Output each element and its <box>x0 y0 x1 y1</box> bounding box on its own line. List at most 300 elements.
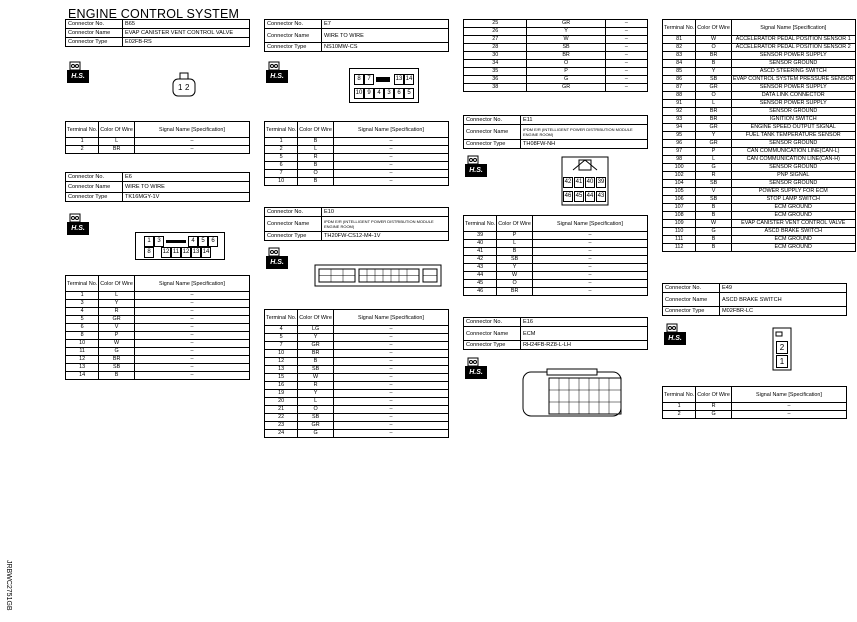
wire-color-cell: BR <box>99 356 135 364</box>
terminal-table-e6: Terminal No. Color Of Wire Signal Name [Specification] 1 L – 3 Y – 4 R – 5 GR – 6 V – 8 P – 10 W – 11 G – 12 BR – 13 SB – 14 B – <box>65 275 250 380</box>
table-row <box>464 232 648 240</box>
signal-name-cell: – <box>134 324 249 332</box>
wire-color-cell: Y <box>696 132 732 140</box>
wire-color-cell: W <box>696 36 732 44</box>
terminal-table-b65: Terminal No. Color Of Wire Signal Name [Specification] 1 L – 2 BR – <box>65 121 250 154</box>
table-row <box>66 348 250 356</box>
terminal-no-cell: 24 <box>265 430 298 438</box>
table-row <box>66 332 250 340</box>
signal-name-cell: – <box>134 316 249 324</box>
wire-color-cell: SB <box>696 180 732 188</box>
table-row <box>66 292 250 300</box>
table-row <box>663 244 856 252</box>
wire-color-cell: B <box>696 204 732 212</box>
table-row <box>464 20 648 28</box>
terminal-no-cell: 105 <box>663 188 696 196</box>
terminal-no-cell: 1 <box>66 138 99 146</box>
table-row <box>663 44 856 52</box>
table-row <box>66 146 250 154</box>
signal-name-cell: – <box>134 146 249 154</box>
wire-color-cell: L <box>298 146 334 154</box>
wire-color-cell: B <box>99 372 135 380</box>
wire-color-cell: G <box>696 411 732 419</box>
terminal-no-cell: 22 <box>265 414 298 422</box>
terminal-table-e11: Terminal No. Color Of Wire Signal Name [Specification] 39 P – 40 L – 41 B – 42 SB – 43 Y – 44 W – 45 O – 46 BR – <box>463 215 648 296</box>
wire-color-cell: O <box>298 170 334 178</box>
label-connector-name: Connector Name <box>66 29 123 38</box>
terminal-no-cell: 16 <box>265 382 298 390</box>
terminal-no-cell: 86 <box>663 76 696 84</box>
wire-color-cell: B <box>696 212 732 220</box>
signal-name-cell: – <box>333 406 448 414</box>
terminal-no-cell: 14 <box>66 372 99 380</box>
table-row <box>663 132 856 140</box>
wire-color-cell: Y <box>298 334 334 342</box>
signal-name-cell: ECM GROUND <box>731 244 855 252</box>
signal-name-cell: – <box>532 248 647 256</box>
table-row <box>663 68 856 76</box>
wire-color-cell: P <box>696 148 732 156</box>
wire-color-cell: Y <box>497 264 533 272</box>
wire-color-cell: G <box>696 228 732 236</box>
signal-name-cell: – <box>605 68 647 76</box>
table-row <box>663 60 856 68</box>
wire-color-cell: P <box>497 232 533 240</box>
signal-name-cell: – <box>532 280 647 288</box>
signal-name-cell: – <box>532 256 647 264</box>
terminal-no-cell: 91 <box>663 100 696 108</box>
connector-e11-info: Connector No. E11 Connector Name IPDM E/R (INTELLIGENT POWER DISTRIBUTION MODULE ENGINE ROOM) Connector Type TH08FW-NH <box>463 115 648 149</box>
terminal-no-cell: 12 <box>265 358 298 366</box>
wire-color-cell: BR <box>696 116 732 124</box>
table-row <box>265 326 449 334</box>
terminal-no-cell: 107 <box>663 204 696 212</box>
terminal-table-e7: Terminal No. Color Of Wire Signal Name [Specification] 1 B – 2 L – 5 R – 6 B – 7 O – 10 B – <box>264 121 449 186</box>
table-row <box>663 196 856 204</box>
table-row <box>265 430 449 438</box>
terminal-no-cell: 11 <box>66 348 99 356</box>
table-row <box>265 146 449 154</box>
wire-color-cell: BR <box>696 52 732 60</box>
terminal-no-cell: 19 <box>265 390 298 398</box>
hs-icon: H.S. <box>465 356 487 380</box>
wire-color-cell: L <box>298 398 334 406</box>
hs-icon: H.S. <box>266 60 288 84</box>
terminal-table-e16: Terminal No. Color Of Wire Signal Name [Specification] 81 W ACCELERATOR PEDAL POSITION SENSOR 1 82 O ACCELERATOR PEDAL POSITION SENSOR 2 83 BR SENSOR POWER SUPPLY 84 B SENSOR GROUND 85 Y ASCD STEERING SWITCH 86 SB EVAP CONTROL SYSTEM PRESSURE SENSOR 87 GR SENSOR POWER SUPPLY 88 O DATA LINK CONNECTOR 91 L SENSOR POWER SUPPLY 92 BR SENSOR GROUND 93 BR IGNITION SWITCH 94 GR ENGINE SPEED OUTPUT SIGNAL 95 Y FUEL TANK TEMPERATURE SENSOR 96 GR SENSOR GROUND 97 P CAN COMMUNICATION LINE(CAN-L) 98 L CAN COMMUNICATION LINE(CAN-H) 100 G SENSOR GROUND 102 R PNP SIGNAL 104 SB SENSOR GROUND 105 V POWER SUPPLY FOR ECM 106 SB STOP LAMP SWITCH 107 B ECM GROUND 108 B ECM GROUND 109 W EVAP CANISTER VENT CONTROL VALVE 110 G ASCD BRAKE SWITCH 111 B ECM GROUND 112 B ECM GROUND <box>662 19 856 252</box>
wire-color-cell: SB <box>696 196 732 204</box>
terminal-no-cell: 44 <box>464 272 497 280</box>
wire-color-cell: Y <box>527 28 605 36</box>
table-row <box>663 172 856 180</box>
terminal-no-cell: 35 <box>464 68 527 76</box>
table-row <box>464 272 648 280</box>
terminal-no-cell: 100 <box>663 164 696 172</box>
wire-color-cell: G <box>99 348 135 356</box>
terminal-no-cell: 10 <box>265 350 298 358</box>
terminal-no-cell: 10 <box>66 340 99 348</box>
hs-icon: H.S. <box>67 212 89 236</box>
signal-name-cell: – <box>333 178 448 186</box>
terminal-no-cell: 1 <box>663 403 696 411</box>
signal-name-cell: IGNITION SWITCH <box>731 116 855 124</box>
terminal-no-cell: 93 <box>663 116 696 124</box>
table-row <box>265 342 449 350</box>
signal-name-cell: – <box>333 342 448 350</box>
table-row <box>66 372 250 380</box>
table-row <box>663 108 856 116</box>
wire-color-cell: W <box>527 36 605 44</box>
table-row <box>464 84 648 92</box>
signal-name-cell: – <box>333 390 448 398</box>
wire-color-cell: GR <box>527 20 605 28</box>
terminal-no-cell: 2 <box>663 411 696 419</box>
signal-name-cell: – <box>605 20 647 28</box>
wire-color-cell: W <box>497 272 533 280</box>
wire-color-cell: R <box>696 172 732 180</box>
connector-e16-diagram <box>519 368 625 418</box>
signal-name-cell: – <box>333 374 448 382</box>
wire-color-cell: Y <box>99 300 135 308</box>
table-row <box>663 212 856 220</box>
signal-name-cell: – <box>134 138 249 146</box>
wire-color-cell: SB <box>497 256 533 264</box>
terminal-no-cell: 1 <box>265 138 298 146</box>
wire-color-cell: L <box>99 292 135 300</box>
wire-color-cell: O <box>696 44 732 52</box>
table-row <box>66 138 250 146</box>
wire-color-cell: P <box>99 332 135 340</box>
table-row <box>663 84 856 92</box>
table-row <box>66 308 250 316</box>
connector-e49-diagram: 2 1 <box>772 327 792 371</box>
terminal-no-cell: 96 <box>663 140 696 148</box>
signal-name-cell: – <box>532 272 647 280</box>
wire-color-cell: O <box>497 280 533 288</box>
table-row <box>464 76 648 84</box>
table-row <box>663 100 856 108</box>
wire-color-cell: Y <box>696 68 732 76</box>
signal-name-cell: – <box>731 403 846 411</box>
terminal-no-cell: 111 <box>663 236 696 244</box>
table-row <box>265 414 449 422</box>
wire-color-cell: L <box>696 100 732 108</box>
signal-name-cell: – <box>333 422 448 430</box>
table-row <box>663 164 856 172</box>
signal-name-cell: EVAP CANISTER VENT CONTROL VALVE <box>731 220 855 228</box>
wire-color-cell: SB <box>298 414 334 422</box>
wire-color-cell: GR <box>696 140 732 148</box>
signal-name-cell: ASCD STEERING SWITCH <box>731 68 855 76</box>
connector-b65-no: B65 <box>123 20 250 29</box>
wire-color-cell: BR <box>298 350 334 358</box>
signal-name-cell: ACCELERATOR PEDAL POSITION SENSOR 1 <box>731 36 855 44</box>
connector-e7-diagram: 8 7 13 14 10 9 4 3 6 5 <box>349 68 419 103</box>
table-row <box>663 220 856 228</box>
connector-b65-type: E02FB-RS <box>123 38 250 47</box>
wire-color-cell: W <box>99 340 135 348</box>
terminal-no-cell: 94 <box>663 124 696 132</box>
wire-color-cell: SB <box>527 44 605 52</box>
terminal-no-cell: 1 <box>66 292 99 300</box>
terminal-no-cell: 39 <box>464 232 497 240</box>
connector-b65-diagram: 1 2 <box>170 72 198 98</box>
wire-color-cell: BR <box>497 288 533 296</box>
wire-color-cell: L <box>696 156 732 164</box>
terminal-no-cell: 5 <box>265 334 298 342</box>
signal-name-cell: ENGINE SPEED OUTPUT SIGNAL <box>731 124 855 132</box>
signal-name-cell: SENSOR GROUND <box>731 140 855 148</box>
terminal-no-cell: 87 <box>663 84 696 92</box>
hs-icon: H.S. <box>67 60 89 84</box>
drawing-code: JRBWC2751GB <box>5 560 12 611</box>
wire-color-cell: B <box>298 138 334 146</box>
wire-color-cell: GR <box>99 316 135 324</box>
table-row <box>464 44 648 52</box>
table-row <box>663 92 856 100</box>
table-row <box>663 188 856 196</box>
wire-color-cell: SB <box>298 366 334 374</box>
connector-e6-info: Connector No. E6 Connector Name WIRE TO WIRE Connector Type TK16MGY-1V <box>65 172 250 202</box>
wire-color-cell: G <box>696 164 732 172</box>
signal-name-cell: – <box>333 154 448 162</box>
table-row <box>265 358 449 366</box>
wire-color-cell: GR <box>696 84 732 92</box>
wire-color-cell: O <box>298 406 334 414</box>
signal-name-cell: – <box>134 308 249 316</box>
wire-color-cell: B <box>298 162 334 170</box>
terminal-no-cell: 104 <box>663 180 696 188</box>
signal-name-cell: – <box>134 292 249 300</box>
terminal-no-cell: 42 <box>464 256 497 264</box>
table-row <box>265 382 449 390</box>
terminal-no-cell: 10 <box>265 178 298 186</box>
table-row <box>265 138 449 146</box>
table-row <box>265 162 449 170</box>
terminal-no-cell: 34 <box>464 60 527 68</box>
connector-e16-info: Connector No. E16 Connector Name ECM Connector Type RH24FB-RZ8-L-LH <box>463 317 648 350</box>
table-row <box>464 280 648 288</box>
table-row <box>265 350 449 358</box>
connector-e49-info: Connector No. E49 Connector Name ASCD BRAKE SWITCH Connector Type M02FBR-LC <box>662 283 847 316</box>
wire-color-cell: GR <box>298 342 334 350</box>
signal-name-cell: – <box>134 300 249 308</box>
table-row <box>265 178 449 186</box>
table-row <box>663 204 856 212</box>
wire-color-cell: O <box>696 92 732 100</box>
terminal-no-cell: 26 <box>464 28 527 36</box>
signal-name-cell: – <box>605 60 647 68</box>
wire-color-cell: BR <box>527 52 605 60</box>
wire-color-cell: W <box>298 374 334 382</box>
table-row <box>663 36 856 44</box>
terminal-no-cell: 13 <box>265 366 298 374</box>
table-row <box>66 300 250 308</box>
wire-color-cell: B <box>497 248 533 256</box>
terminal-table-e10-cont <box>463 19 648 92</box>
wire-color-cell: LG <box>298 326 334 334</box>
terminal-no-cell: 25 <box>464 20 527 28</box>
wire-color-cell: SB <box>99 364 135 372</box>
wire-color-cell: V <box>696 188 732 196</box>
signal-name-cell: – <box>333 350 448 358</box>
wire-color-cell: B <box>696 244 732 252</box>
wire-color-cell: G <box>298 430 334 438</box>
table-row <box>66 364 250 372</box>
terminal-table-e49: Terminal No. Color Of Wire Signal Name [Specification] 1 R – 2 G – <box>662 386 847 419</box>
terminal-no-cell: 27 <box>464 36 527 44</box>
signal-name-cell: SENSOR GROUND <box>731 164 855 172</box>
terminal-no-cell: 20 <box>265 398 298 406</box>
terminal-no-cell: 8 <box>66 332 99 340</box>
terminal-no-cell: 82 <box>663 44 696 52</box>
signal-name-cell: SENSOR GROUND <box>731 60 855 68</box>
terminal-no-cell: 7 <box>265 342 298 350</box>
hs-icon: H.S. <box>664 322 686 346</box>
signal-name-cell: POWER SUPPLY FOR ECM <box>731 188 855 196</box>
terminal-no-cell: 30 <box>464 52 527 60</box>
terminal-no-cell: 23 <box>265 422 298 430</box>
wire-color-cell: GR <box>527 84 605 92</box>
wire-color-cell: O <box>527 60 605 68</box>
wire-color-cell: BR <box>696 108 732 116</box>
terminal-no-cell: 46 <box>464 288 497 296</box>
signal-name-cell: – <box>605 28 647 36</box>
terminal-no-cell: 2 <box>66 146 99 154</box>
label-connector-no: Connector No. <box>66 20 123 29</box>
wire-color-cell: G <box>527 76 605 84</box>
signal-name-cell: – <box>134 348 249 356</box>
wire-color-cell: Y <box>298 390 334 398</box>
terminal-no-cell: 110 <box>663 228 696 236</box>
signal-name-cell: – <box>532 288 647 296</box>
connector-e11-diagram: 42 41 40 39 46 45 44 43 <box>561 156 609 206</box>
signal-name-cell: SENSOR POWER SUPPLY <box>731 84 855 92</box>
terminal-no-cell: 83 <box>663 52 696 60</box>
terminal-no-cell: 95 <box>663 132 696 140</box>
hs-icon: H.S. <box>465 154 487 178</box>
table-row <box>265 406 449 414</box>
terminal-no-cell: 108 <box>663 212 696 220</box>
terminal-no-cell: 21 <box>265 406 298 414</box>
label-connector-type: Connector Type <box>66 38 123 47</box>
signal-name-cell: – <box>532 240 647 248</box>
connector-e6-diagram: 1 3 4 5 6 8 12 11 12 13 14 <box>135 232 225 260</box>
signal-name-cell: – <box>532 232 647 240</box>
terminal-no-cell: 112 <box>663 244 696 252</box>
signal-name-cell: ECM GROUND <box>731 204 855 212</box>
signal-name-cell: ACCELERATOR PEDAL POSITION SENSOR 2 <box>731 44 855 52</box>
signal-name-cell: ECM GROUND <box>731 236 855 244</box>
signal-name-cell: SENSOR GROUND <box>731 180 855 188</box>
terminal-no-cell: 5 <box>66 316 99 324</box>
terminal-no-cell: 28 <box>464 44 527 52</box>
connector-b65-name: EVAP CANISTER VENT CONTROL VALVE <box>123 29 250 38</box>
signal-name-cell: – <box>333 358 448 366</box>
terminal-no-cell: 88 <box>663 92 696 100</box>
wire-color-cell: R <box>298 382 334 390</box>
wire-color-cell: W <box>696 220 732 228</box>
table-row <box>663 116 856 124</box>
hs-icon: H.S. <box>266 246 288 270</box>
signal-name-cell: – <box>333 430 448 438</box>
wire-color-cell: GR <box>298 422 334 430</box>
wire-color-cell: P <box>527 68 605 76</box>
table-row <box>66 324 250 332</box>
table-row <box>663 403 847 411</box>
terminal-no-cell: 4 <box>66 308 99 316</box>
signal-name-cell: – <box>134 364 249 372</box>
signal-name-cell: – <box>333 366 448 374</box>
terminal-no-cell: 3 <box>66 300 99 308</box>
signal-name-cell: – <box>134 372 249 380</box>
table-row <box>265 374 449 382</box>
signal-name-cell: – <box>333 146 448 154</box>
signal-name-cell: – <box>333 138 448 146</box>
table-row <box>663 148 856 156</box>
table-row <box>265 422 449 430</box>
table-row <box>66 356 250 364</box>
wire-color-cell: BR <box>99 146 135 154</box>
signal-name-cell: – <box>333 326 448 334</box>
terminal-no-cell: 5 <box>265 154 298 162</box>
signal-name-cell: – <box>731 411 846 419</box>
signal-name-cell: SENSOR POWER SUPPLY <box>731 100 855 108</box>
connector-e10-diagram <box>313 263 443 288</box>
terminal-table-e10: Terminal No. Color Of Wire Signal Name [Specification] 4 LG – 5 Y – 7 GR – 10 BR – 12 B – 13 SB – 15 W – 16 R – 19 Y – 20 L – 21 O – 22 SB – 23 GR – 24 G – <box>264 309 449 438</box>
signal-name-cell: – <box>333 414 448 422</box>
signal-name-cell: PNP SIGNAL <box>731 172 855 180</box>
wire-color-cell: B <box>696 236 732 244</box>
wire-color-cell: B <box>696 60 732 68</box>
terminal-no-cell: 2 <box>265 146 298 154</box>
table-row <box>464 28 648 36</box>
signal-name-cell: SENSOR POWER SUPPLY <box>731 52 855 60</box>
signal-name-cell: – <box>605 84 647 92</box>
table-row <box>464 36 648 44</box>
wire-color-cell: V <box>99 324 135 332</box>
terminal-no-cell: 36 <box>464 76 527 84</box>
signal-name-cell: – <box>333 162 448 170</box>
terminal-no-cell: 106 <box>663 196 696 204</box>
terminal-no-cell: 97 <box>663 148 696 156</box>
table-row <box>663 228 856 236</box>
terminal-no-cell: 15 <box>265 374 298 382</box>
connector-e7-info: Connector No. E7 Connector Name WIRE TO WIRE Connector Type NS10MW-CS <box>264 19 449 52</box>
connector-e10-info: Connector No. E10 Connector Name IPDM E/R (INTELLIGENT POWER DISTRIBUTION MODULE ENGINE ROOM) Connector Type TH20FW-CS12-M4-1V <box>264 207 449 241</box>
terminal-no-cell: 6 <box>265 162 298 170</box>
wire-color-cell: R <box>696 403 732 411</box>
terminal-no-cell: 6 <box>66 324 99 332</box>
table-row <box>663 76 856 84</box>
wire-color-cell: B <box>298 358 334 366</box>
terminal-no-cell: 13 <box>66 364 99 372</box>
signal-name-cell: CAN COMMUNICATION LINE(CAN-H) <box>731 156 855 164</box>
terminal-no-cell: 81 <box>663 36 696 44</box>
table-row <box>464 60 648 68</box>
table-row <box>663 411 847 419</box>
signal-name-cell: – <box>333 170 448 178</box>
signal-name-cell: FUEL TANK TEMPERATURE SENSOR <box>731 132 855 140</box>
signal-name-cell: EVAP CONTROL SYSTEM PRESSURE SENSOR <box>732 76 854 82</box>
terminal-no-cell: 40 <box>464 240 497 248</box>
table-row <box>265 154 449 162</box>
signal-name-cell: – <box>134 332 249 340</box>
table-row <box>663 156 856 164</box>
table-row <box>265 366 449 374</box>
wire-color-cell: SB <box>696 76 732 84</box>
table-row <box>464 52 648 60</box>
signal-name-cell: DATA LINK CONNECTOR <box>731 92 855 100</box>
